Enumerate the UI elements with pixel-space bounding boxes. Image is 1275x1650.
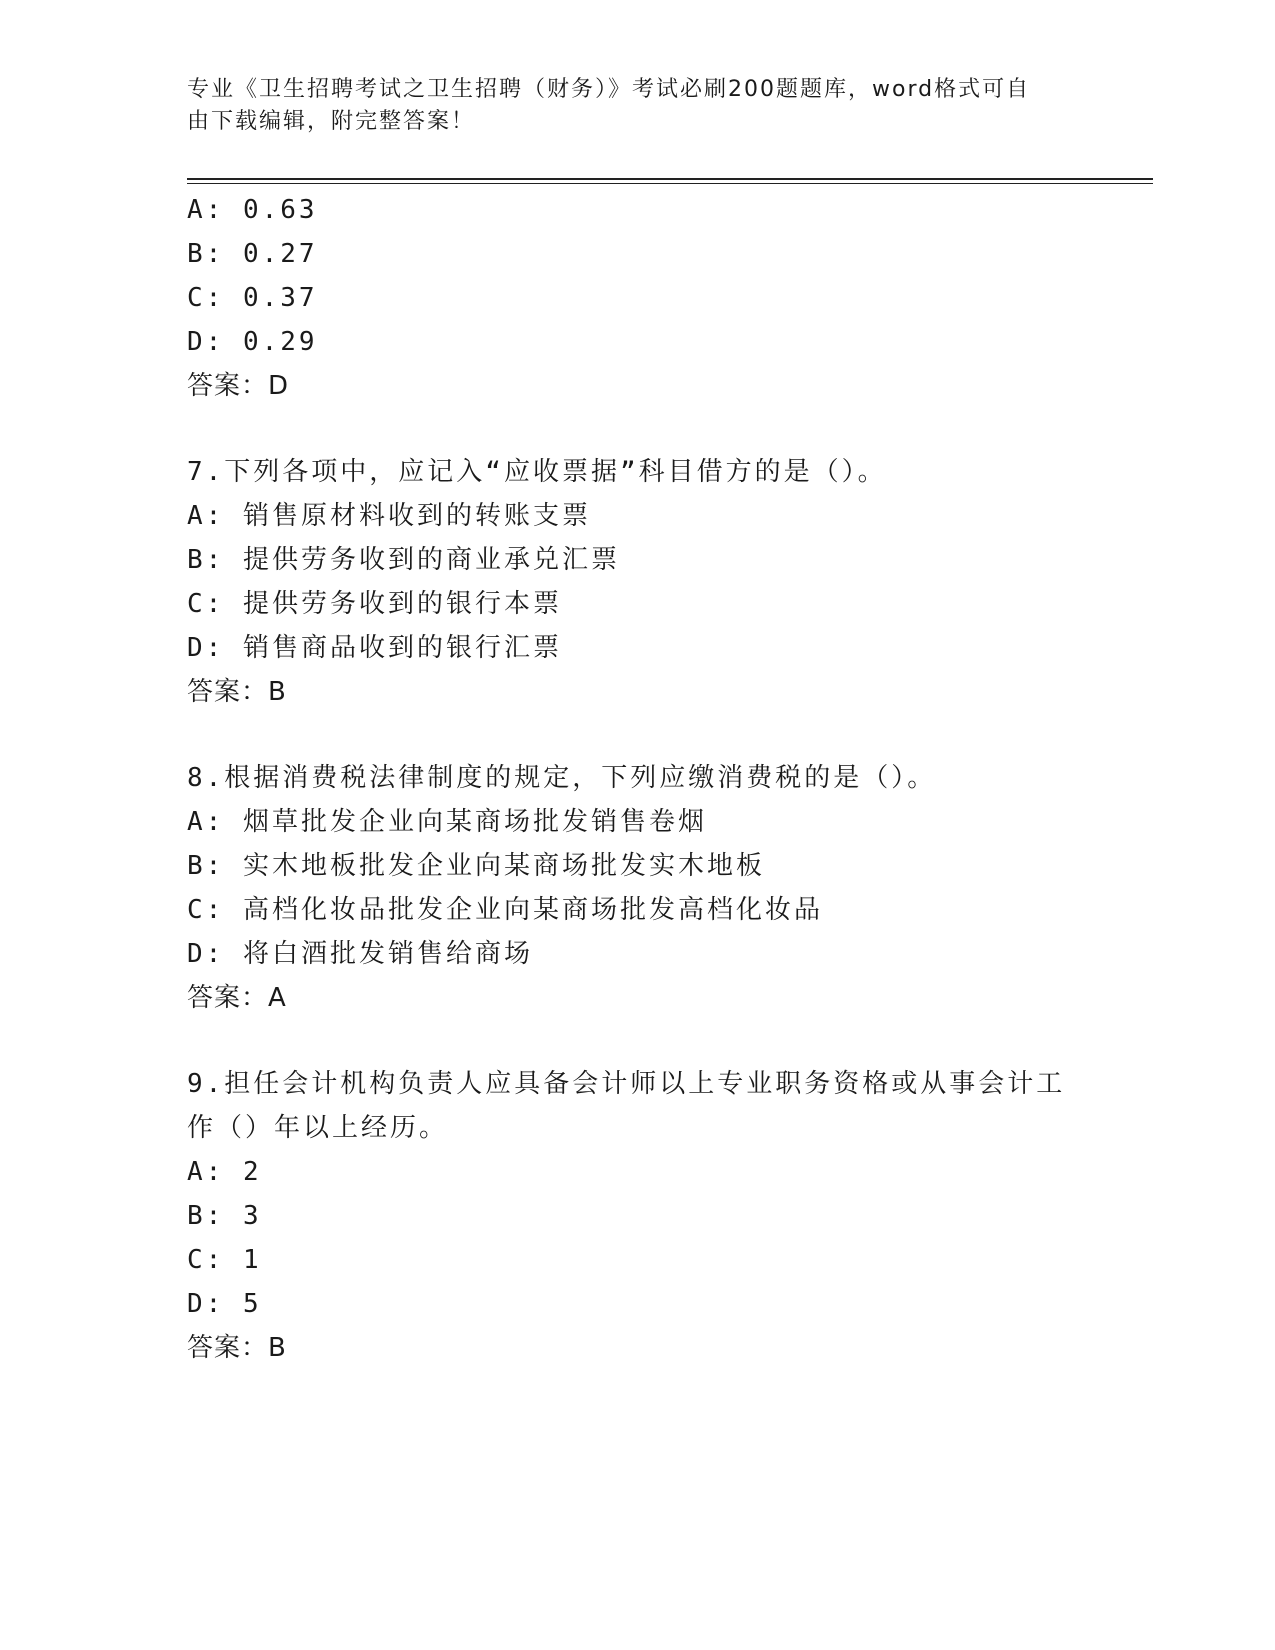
q6-option-b: B: 0.27 [187, 239, 318, 269]
q6-answer: 答案：D [187, 371, 290, 401]
q9-option-d: D: 5 [187, 1289, 262, 1319]
header-divider-thin [187, 183, 1153, 184]
q7-option-b: B: 提供劳务收到的商业承兑汇票 [187, 545, 620, 575]
q6-option-d: D: 0.29 [187, 327, 318, 357]
q6-option-a: A: 0.63 [187, 195, 318, 225]
q9-option-c: C: 1 [187, 1245, 262, 1275]
q6-option-c: C: 0.37 [187, 283, 318, 313]
q7-option-d: D: 销售商品收到的银行汇票 [187, 633, 562, 663]
q7-stem: 7.下列各项中，应记入“应收票据”科目借方的是（）。 [187, 457, 887, 487]
q7-option-c: C: 提供劳务收到的银行本票 [187, 589, 562, 619]
q8-option-d: D: 将白酒批发销售给商场 [187, 939, 533, 969]
q9-option-b: B: 3 [187, 1201, 262, 1231]
q8-option-b: B: 实木地板批发企业向某商场批发实木地板 [187, 851, 765, 881]
q8-answer: 答案：A [187, 983, 287, 1013]
q9-stem-line-1: 9.担任会计机构负责人应具备会计师以上专业职务资格或从事会计工 [187, 1069, 1066, 1099]
q9-answer: 答案：B [187, 1333, 287, 1363]
q8-stem: 8.根据消费税法律制度的规定，下列应缴消费税的是（）。 [187, 763, 937, 793]
header-line-1: 专业《卫生招聘考试之卫生招聘（财务）》考试必刷200题题库，word格式可自 [187, 77, 1031, 102]
q8-option-a: A: 烟草批发企业向某商场批发销售卷烟 [187, 807, 707, 837]
header-line-2: 由下载编辑，附完整答案！ [187, 109, 476, 134]
q8-option-c: C: 高档化妆品批发企业向某商场批发高档化妆品 [187, 895, 823, 925]
page-header [187, 74, 1067, 138]
q7-answer: 答案：B [187, 677, 287, 707]
q9-option-a: A: 2 [187, 1157, 262, 1187]
header-divider-thick [187, 178, 1153, 180]
q9-stem-line-2: 作（）年以上经历。 [187, 1113, 449, 1143]
q7-option-a: A: 销售原材料收到的转账支票 [187, 501, 591, 531]
